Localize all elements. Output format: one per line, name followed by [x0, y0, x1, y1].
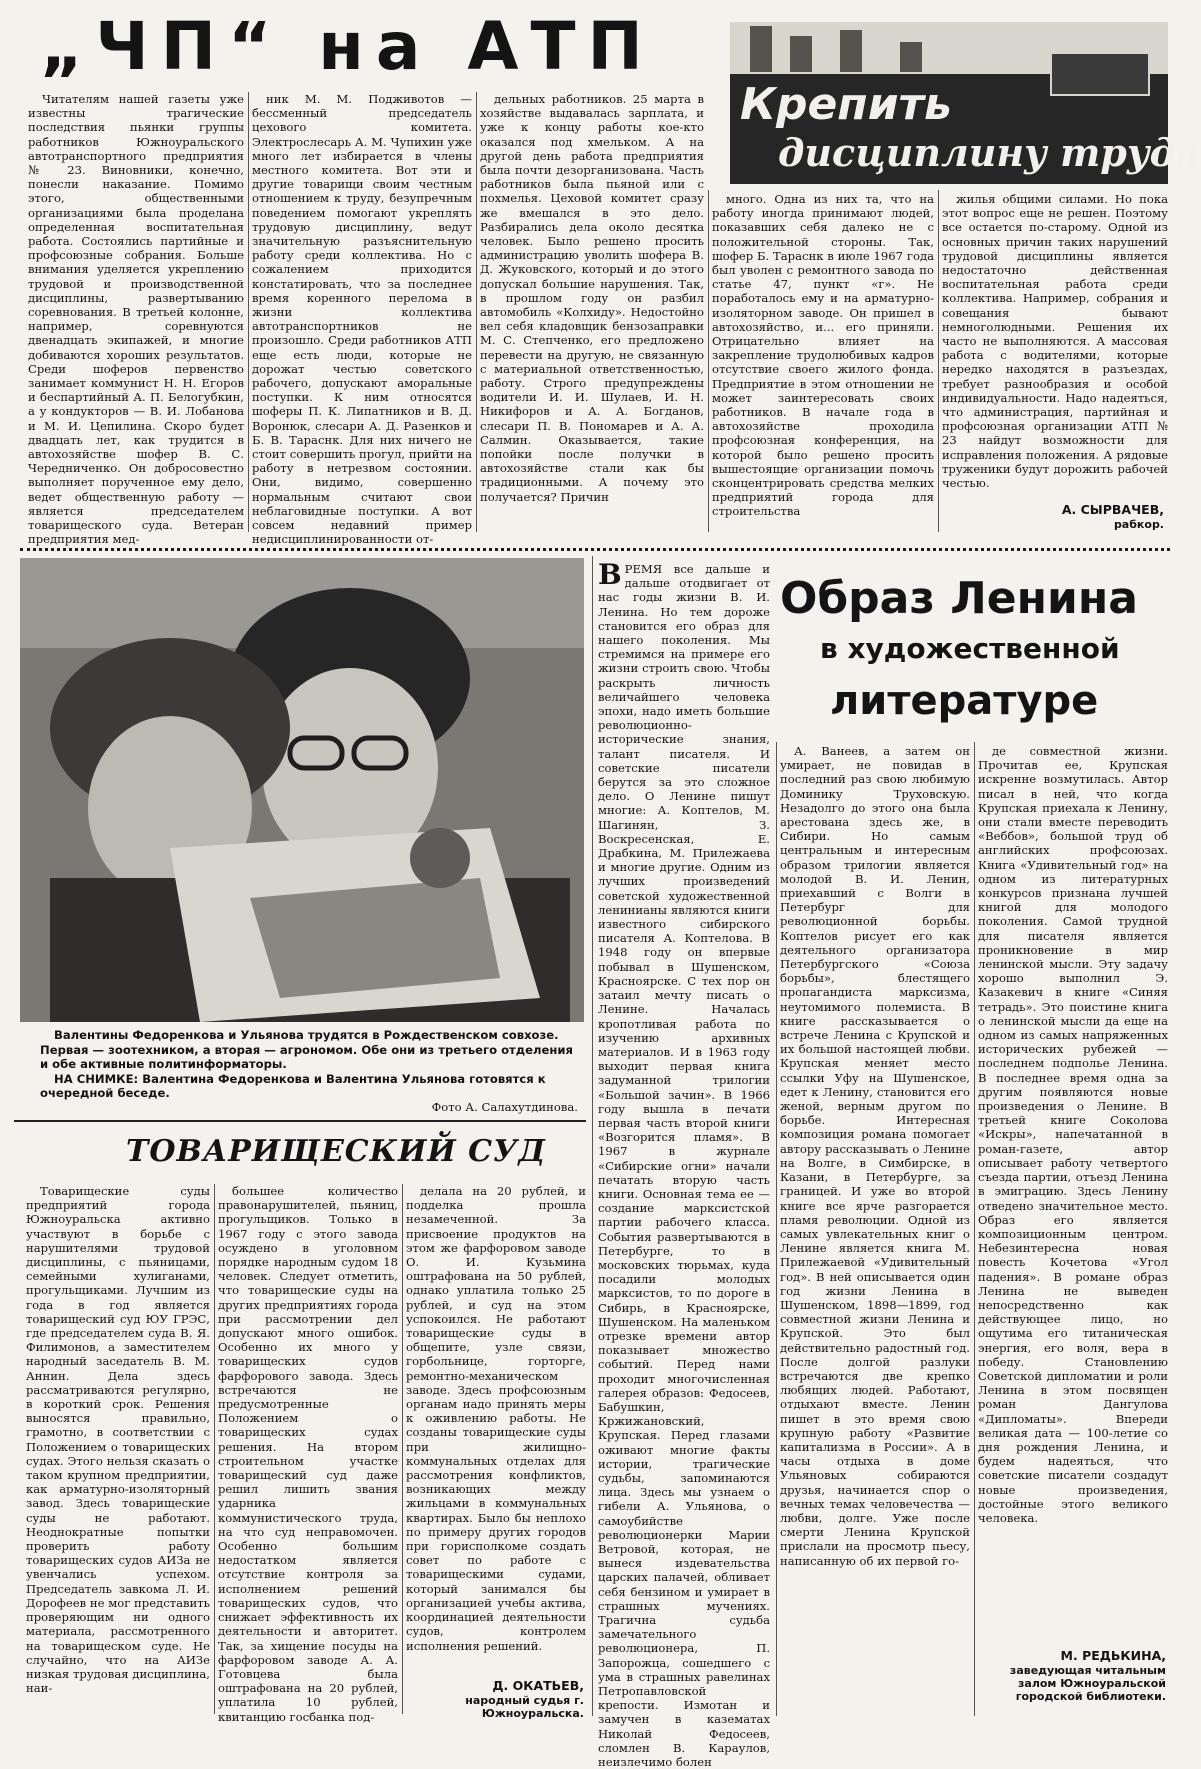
column-rule [402, 1184, 403, 1714]
chp-column-4 [712, 192, 934, 532]
photo-caption-snimke: НА СНИМКЕ: Валентина Федоренкова и Валентина Ульянова готовятся к очередной беседе. [40, 1071, 546, 1101]
lenin-headline-line3: литературе [830, 678, 1099, 724]
chp-column-1 [28, 92, 244, 547]
photo-two-women-reading [20, 558, 584, 1022]
lenin-author-role: заведующая читальным залом Южноуральской городской библиотеки. [1009, 1664, 1166, 1703]
section-divider [20, 548, 1170, 551]
truck-illustration [1050, 52, 1150, 96]
sud-text-2: большее количество правонарушителей, пьяниц, прогульщиков. Только в 1967 году с этого завода осуждено в уголовном порядке народным судом 18 человек. Следует отметить, что товарищеские суды на других предприятиях города при рассмотрении дел допускают много ошибок. Особенно их много у товарищеских судов фарфорового завода. Здесь встречаются не предусмотренные Положением о товарищеских судах решения. На втором строительном участке товарищеский суд даже решил лишить звания ударника коммунистического труда, на что суд неправомочен. Особенно большим недостатком является отсутствие контроля за исполнением решений товарищеских судов, что снижает эффективность их деятельности и авторитет. Так, за хищение посуды на фарфоровом заводе А. А. Готовцева была оштрафована на 20 рублей, уплатила 10 рублей, квитанцию госбанка под- [218, 1184, 398, 1724]
building-illustration [790, 36, 812, 72]
article-headline-chp: „ЧП“ на АТП [40, 8, 655, 85]
chp-column-2 [252, 92, 472, 547]
building-illustration [750, 26, 772, 72]
section-rule [14, 1120, 586, 1122]
lenin-text-c: де совместной жизни. Прочитав ее, Крупская искренне возмутилась. Автор писал в ней, что когда Крупская приехала к Ленину, они стали вместе переводить «Веббов», большой труд об английских профсоюзах. Книга «Удивительный год» на одном из литературных конкурсов признана лучшей книгой для молодого поколения. Самой трудной для писателя является проникновение в мир ленинской мысли. Эту задачу хорошо выполнил Э. Казакевич в книге «Синяя тетрадь». Это поистине книга о ленинской мысли да еще на одном из самых напряженных исторических рубежей — последнем подполье Ленина. В последнее время одна за другим появляются новые произведения о Ленине. В третьей книге Соколова «Искры», напечатанной в роман-газете, автор описывает работу четвертого съезда партии, отъезд Ленина в эмиграцию. Здесь Ленину отведено значительное место. Образ его является композиционным центром. Небезинтересна новая повесть Кочетова «Угол падения». В романе образ Ленина не выведен непосредственно как действующее лицо, но ощутима его титаническая энергия, его воля, вера в победу. Становлению Советской дипломатии и роли Ленина в этом посвящен роман Дангулова «Дипломаты». Впереди великая дата — 100-летие со дня рождения Ленина, и будем надеяться, что советские писатели создадут новые произведения, достойные этого великого человека. [978, 744, 1168, 1525]
chp-column-5 [942, 192, 1168, 502]
building-illustration [900, 42, 922, 72]
photo-illustration [20, 558, 584, 1022]
lenin-text-a: РЕМЯ все дальше и дальше отодвигает от нас годы жизни В. И. Ленина. Но тем дороже становится его образ для нашего поколения. Мы стремимся на примере его жизни строить свою. Чтобы раскрыть личность величайшего человека эпохи, надо иметь большие революционно-исторические знания, талант писателя. И советские писатели берутся за это сложное дело. О Ленине пишут многие: А. Коптелов, М. Шагинян, З. Воскресенская, Е. Драбкина, М. Прилежаева и многие другие. Одним из лучших произведений советской художественной ленинианы являются книги известного сибирского писателя А. Коптелова. В 1948 году он впервые побывал в Шушенском, Красноярске. С тех пор он затаил мечту писать о Ленине. Началась кропотливая работа по изучению архивных материалов. И в 1963 году выходит первая книга задуманной трилогии «Большой зачин». В 1966 году вышла в печати первая часть второй книги «Возгорится пламя». В 1967 в журнале «Сибирские огни» начали печатать вторую часть книги. Основная тема ее — создание марксистской партии рабочего класса. События развертываются в Петербурге, то в московских тюрьмах, куда посадили молодых марксистов, то по дороге в Сибирь, в Красноярске, Шушенском. На маленьком отрезке времени автор показывает множество событий. Перед нами проходит многочисленная галерея образов: Федосеев, Бабушкин, Кржижановский, Крупская. Перед глазами оживают многие факты истории, трагические судьбы, запоминаются лица. Здесь мы узнаем о гибели А. Ульянова, о самоубийстве революционерки Марии Ветровой, которая, не вынеся издевательства царских палачей, обливает себя бензином и умирает в страшных мучениях. Трагична судьба замечательного революционера, П. Запорожца, сошедшего с ума в страшных равелинах Петропавловской крепости. Измотан и замучен в казематах Николай Федосеев, сломлен В. Караулов, неизлечимо болен [598, 562, 770, 1769]
lenin-column-b [780, 744, 970, 1716]
sud-signature: Д. ОКАТЬЕВ, [492, 1678, 584, 1693]
building-illustration [840, 30, 862, 72]
banner-discipline [730, 22, 1201, 184]
sud-column-1 [26, 1184, 210, 1716]
lenin-signature: М. РЕДЬКИНА, [1060, 1648, 1166, 1663]
lenin-headline-line1: Образ Ленина [780, 573, 1138, 624]
column-rule [974, 742, 975, 1716]
sud-author-role: народный судья г. Южноуральска. [465, 1694, 584, 1720]
lenin-headline-line2: в художественной [820, 632, 1120, 665]
lenin-column-a [598, 558, 770, 1769]
chp-column-3 [480, 92, 704, 534]
sud-text-3: делала на 20 рублей, и подделка прошла незамеченной. За присвоение продуктов на этом же фарфоровом заводе О. И. Кузьмина оштрафована на 50 рублей, однако уплатила только 25 рублей, и суд на этом успокоился. Не работают товарищеские суды в общепите, узле связи, горбольнице, горторге, ремонтно-механическом заводе. Здесь профсоюзным органам надо принять меры к оживлению работы. Не созданы товарищеские суды при жилищно-коммунальных отделах для рассмотрения конфликтов, возникающих между жильцами в коммунальных квартирах. Было бы неплохо по примеру других городов при горисполкоме создать совет по работе с товарищескими судами, который занимался бы организацией учебы актива, координацией деятельности судов, контролем исполнения решений. [406, 1184, 586, 1653]
chp-text-1: Читателям нашей газеты уже известны трагические последствия пьянки группы работников Южноуральского автотранспортного предприятия № 23. Виновники, конечно, понесли наказание. Помимо этого, общественными организациями была проделана определенная воспитательная работа. Состоялись партийные и профсоюзные собрания. Больше внимания уделяется укреплению трудовой и производственной дисциплины, развертыванию соревнования. В третьей колонне, например, соревнуются двенадцать экипажей, и многие добиваются хороших результатов. Среди шоферов первенство занимает коммунист Н. Н. Егоров и беспартийный А. П. Белогубкин, а у кондукторов — В. И. Лобанова и М. И. Цепилина. Скоро будет двадцать лет, как трудится в автохозяйстве шофер В. С. Чередниченко. Он добросовестно выполняет порученное ему дело, ведет общественную работу — является председателем товарищеского суда. Ветеран предприятия мед- [28, 92, 244, 547]
photo-caption [40, 1028, 580, 1101]
column-rule [214, 1184, 215, 1714]
column-rule [708, 190, 709, 532]
column-rule [938, 190, 939, 532]
article-headline-lenin [780, 572, 1170, 730]
column-rule [248, 92, 249, 532]
chp-text-3: дельных работников. 25 марта в хозяйстве выдавалась зарплата, и уже к концу работы кое-кто оказался под хмельком. А на другой день работа предприятия была почти дезорганизована. Часть работников была пьяной или с похмелья. Цеховой комитет сразу же вмешался в это дело. Разбирались дела около десятка человек. Было решено просить администрацию уволить шофера В. Д. Жуковского, который и до этого допускал большие нарушения. Так, в прошлом году он разбил автомобиль «Колхиду». Недостойно вел себя кладовщик бензозаправки М. С. Степченко, его предложено перевести на другую, не связанную с материальной ответственностью, работу. Строго предупреждены водители И. И. Шулаев, И. Н. Никифоров и А. А. Богданов, слесари П. В. Пономарев и А. А. Салмин. Оказывается, такие попойки после получки в автохозяйстве стали как бы традиционными. А почему это получается? Причин [480, 92, 704, 504]
chp-signature: А. СЫРВАЧЕВ, [1061, 502, 1164, 517]
photo-credit: Фото А. Салахутдинова. [431, 1100, 578, 1114]
chp-text-5: жилья общими силами. Но пока этот вопрос еще не решен. Поэтому все остается по-старому. Одной из основных причин таких нарушений трудовой дисциплины является недостаточно действенная воспитательная работа среди коллектива. Например, собрания и совещания бывают немноголюдными. Решения их часто не выполняются. А массовая работа с водителями, которые нередко находятся в разъездах, требует разнообразия и особой индивидуальности. Надо надеяться, что администрация, партийная и профсоюзная организации АТП № 23 найдут возможности для исправления положения. А рядовые труженики будут дорожить рабочей честью. [942, 192, 1168, 491]
column-rule [592, 556, 593, 1716]
chp-text-2: ник М. М. Подживотов — бессменный председатель цехового комитета. Электрослесарь А. М. Чупихин уже много лет избирается в члены местного комитета. Вот эти и другие товарищи своим честным отношением к труду, безупречным поведением помогают укреплять трудовую дисциплину, ведут значительную разъяснительную работу среди коллектива. Но с сожалением приходится констатировать, что за последнее время коренного перелома в жизни коллектива автотранспортников не произошло. Среди работников АТП еще есть люди, которые не дорожат честью советского рабочего, допускают аморальные поступки. К ним относятся шоферы П. К. Липатников и В. Д. Воронюк, слесари А. Д. Разенков и Б. В. Тараснк. Для них ничего не стоит совершить прогул, прийти на работу в нетрезвом состоянии. Они, видимо, совершенно нормальным считают свои неблаговидные поступки. А вот совсем недавний пример недисциплинированности от- [252, 92, 472, 547]
lenin-text-b: А. Ванеев, а затем он умирает, не повидав в последний раз свою любимую Доминику Труховскую. Незадолго до этого она была арестована здесь же, в Сибири. Но самым центральным и интересным образом трилогии является молодой В. И. Ленин, приехавший с Волги в Петербург для революционной борьбы. Коптелов рисует его как деятельного организатора Петербургского «Союза борьбы», блестящего пропагандиста марксизма, неутомимого полемиста. В книге рассказывается о встрече Ленина с Крупской и их большой настоящей любви. Крупская меняет место ссылки Уфу на Шушенское, едет к Ленину, становится его женой, верным другом по борьбе. Интересная композиция романа помогает автору рассказывать о Ленине на Волге, в Симбирске, в Казани, в Петербурге, за границей. И уже во второй книге все ярче разгорается пламя революции. Одной из самых увлекательных книг о Ленине является книга М. Прилежаевой «Удивительный год». В ней описывается один год жизни Ленина в Шушенском, 1898—1899, год совместной жизни Ленина и Крупской. Это был действительно радостный год. После долгой разлуки встречаются две крепко любящих людей. Работают, отдыхают вместе. Ленин пишет в это время свою крупную работу «Развитие капитализма в России». А в часы отдыха в доме Ульяновых собираются друзья, начинается спор о вечных темах человечества — любви, долге. Уже после смерти Ленина Крупской прислали на просмотр пьесу, написанную об их первой го- [780, 744, 970, 1568]
column-rule [476, 92, 477, 532]
chp-author-role: рабкор. [1113, 518, 1164, 531]
sud-column-2 [218, 1184, 398, 1724]
photo-caption-text: Валентины Федоренкова и Ульянова трудятся в Рождественском совхозе. Первая — зоотехником, а вторая — агрономом. Обе они из третьего отделения и обе активные политинформаторы. [40, 1028, 573, 1072]
chp-text-4: много. Одна из них та, что на работу иногда принимают людей, показавших себя далеко не с положительной стороны. Так, шофер Б. Тараснк в июле 1967 года был уволен с ремонтного завода по статье 47, пункт «г». Не поработалось ему и на арматурно-изоляторном заводе. Он пришел в автохозяйство, и... его приняли. Отрицательно влияет на закрепление трудолюбивых кадров отсутствие своего жилого фонда. Предприятие в этом отношении не может заинтересовать своих работников. В начале года в автохозяйстве проходила профсоюзная конференция, на которой было решено просить вышестоящие организации помочь сконцентрировать средства мелких предприятий города для строительства [712, 192, 934, 519]
column-rule [776, 742, 777, 1716]
lenin-dropcap: В [598, 558, 622, 591]
banner-title-line1: Крепить [740, 79, 952, 130]
lenin-column-c [978, 744, 1168, 1644]
sud-text-1: Товарищеские суды предприятий города Южноуральска активно участвуют в борьбе с нарушителями трудовой дисциплины, с пьяницами, семейными хулиганами, прогульщиками. Лучшим из года в год является товарищеский суд ЮУ ГРЭС, где председателем суда В. Я. Филимонов, а заместителем народный заседатель В. М. Аннин. Дела здесь рассматриваются регулярно, в короткий срок. Решения выносятся правильно, грамотно, в соответствии с Положением о товарищеских судах. Этого нельзя сказать о таком крупном предприятии, как арматурно-изоляторный завод. Здесь товарищеские суды не работают. Неоднократные попытки проверить работу товарищеских судов АИЗа не увенчались успехом. Председатель завкома Л. И. Дорофеев не мог представить проверяющим ни одного материала, рассмотренного на товарищеском суде. Не случайно, что на АИЗе низкая трудовая дисциплина, наи- [26, 1184, 210, 1696]
sud-column-3 [406, 1184, 586, 1678]
article-headline-sud: ТОВАРИЩЕСКИЙ СУД [126, 1134, 547, 1169]
banner-title-line2: дисциплину труда [778, 130, 1201, 175]
